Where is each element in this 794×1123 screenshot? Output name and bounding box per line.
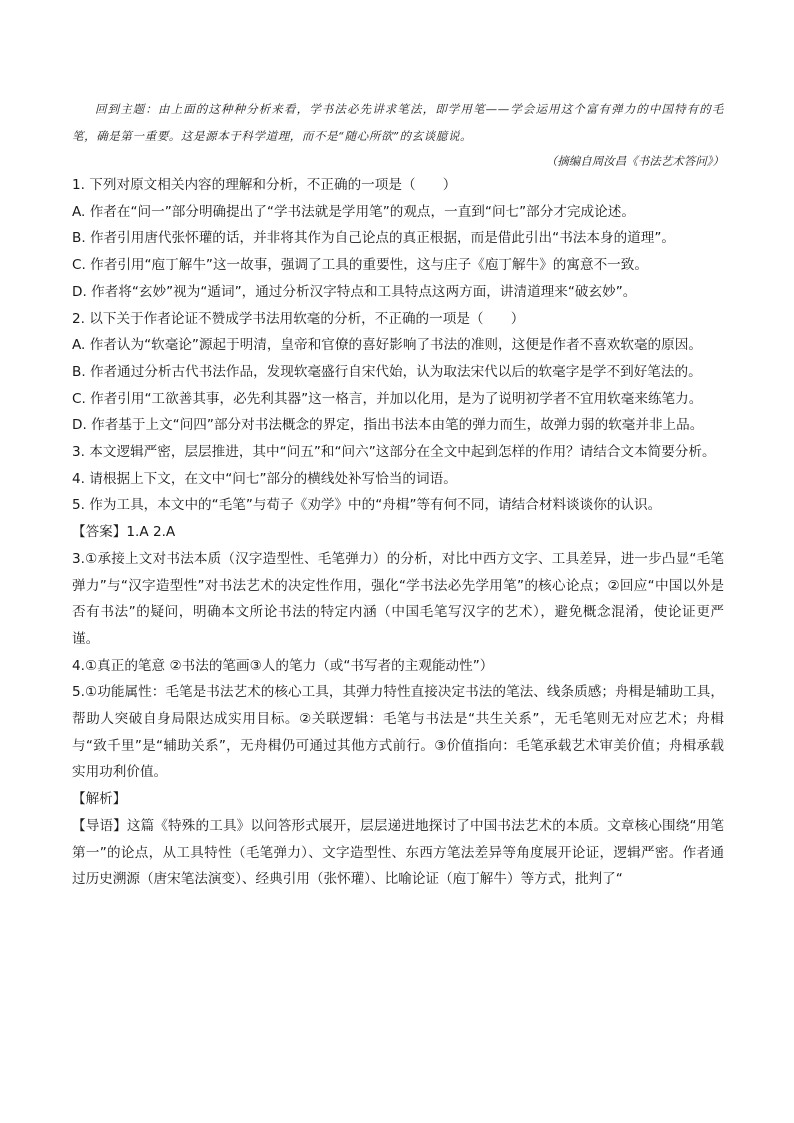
question-1-option-a: A. 作者在“问一”部分明确提出了“学书法就是学用笔”的观点，一直到“问七”部分才完成论述。 (72, 203, 635, 220)
question-2-option-c: C. 作者引用“工欲善其事，必先利其器”这一格言，并加以化用，是为了说明初学者不宜用软毫来练笔力。 (72, 390, 703, 407)
analysis-label: 【解析】 (72, 791, 127, 808)
question-2-option-b: B. 作者通过分析古代书法作品，发现软毫盛行自宋代始，认为取法宋代以后的软毫字是学不到好笔法的。 (72, 363, 702, 380)
question-3: 3. 本文逻辑严密，层层推进，其中“问五”和“问六”这部分在全文中起到怎样的作用？请结合文本简要分析。 (72, 444, 716, 461)
question-1-option-b: B. 作者引用唐代张怀瓘的话，并非将其作为自己论点的真正根据，而是借此引出“书法本身的道理”。 (72, 230, 675, 247)
answer-block (72, 519, 724, 546)
passage-conclusion: 回到主题：由上面的这种种分析来看，学书法必先讲求笔法，即学用笔——学会运用这个富有弹力的中国特有的毛笔，确是第一重要。这是源本于科学道理，而不是“随心所欲”的玄谈臆说。 (72, 102, 724, 143)
question-2-option-a: A. 作者认为“软毫论”源起于明清，皇帝和官僚的喜好影响了书法的准则，这便是作者不喜欢软毫的原因。 (72, 337, 702, 354)
guide-text: 这篇《特殊的工具》以问答形式展开，层层递进地探讨了中国书法艺术的本质。文章核心围绕“用笔第一”的论点，从工具特性（毛笔弹力）、文字造型性、东西方笔法差异等角度展开论证，逻辑严密。作者通过历史溯源（唐宋笔法演变）、经典引用（张怀瓘）、比喻论证（庖丁解牛）等方式，批判了“ (72, 817, 724, 888)
question-4: 4. 请根据上下文，在文中“问七”部分的横线处补写恰当的词语。 (72, 470, 457, 487)
answer-5: 5.①功能属性：毛笔是书法艺术的核心工具，其弹力特性直接决定书法的笔法、线条质感；舟楫是辅助工具，帮助人突破自身局限达成实用目标。②关联逻辑：毛笔与书法是“共生关系”，无毛笔则无对应艺术；舟楫与“致千里”是“辅助关系”，无舟楫仍可通过其他方式前行。③价值指向：毛笔承载艺术审美价值；舟楫承载实用功利价值。 (72, 684, 724, 781)
question-2-option-d: D. 作者基于上文“问四”部分对书法概念的界定，指出书法本由笔的弹力而生，故弹力弱的软毫并非上品。 (72, 417, 704, 434)
question-1-option-d: D. 作者将“玄妙”视为“遁词”，通过分析汉字特点和工具特点这两方面，讲清道理来“破玄妙”。 (72, 283, 637, 300)
question-1-stem: 1. 下列对原文相关内容的理解和分析，不正确的一项是（ ） (72, 177, 457, 193)
question-2-stem: 2. 以下关于作者论证不赞成学书法用软毫的分析，不正确的一项是（ ） (72, 310, 525, 327)
answer-label: 【答案】 (72, 524, 127, 541)
answer-3: 3.①承接上文对书法本质（汉字造型性、毛笔弹力）的分析，对比中西方文字、工具差异，进一步凸显“毛笔弹力”与“汉字造型性”对书法艺术的决定性作用，强化“学书法必先学用笔”的核心论点；②回应“中国以外是否有书法”的疑问，明确本文所论书法的特定内涵（中国毛笔写汉字的艺术），避免概念混淆，使论证更严谨。 (72, 550, 724, 647)
answer-4: 4.①真正的笔意 ②书法的笔画③人的笔力（或“书写者的主观能动性”） (72, 657, 494, 674)
document-page (72, 96, 724, 893)
guide-label: 【导语】 (72, 817, 127, 834)
passage-source: （摘编自周汝昌《书法艺术答问》） (545, 154, 724, 168)
analysis-guide (72, 813, 724, 893)
question-5: 5. 作为工具，本文中的“毛笔”与荀子《劝学》中的“舟楫”等有何不同，请结合材料谈谈你的认识。 (72, 497, 662, 514)
answer-mc: 1.A 2.A (126, 524, 176, 541)
question-1-option-c: C. 作者引用“庖丁解牛”这一故事，强调了工具的重要性，这与庄子《庖丁解牛》的寓意不一致。 (72, 257, 648, 274)
